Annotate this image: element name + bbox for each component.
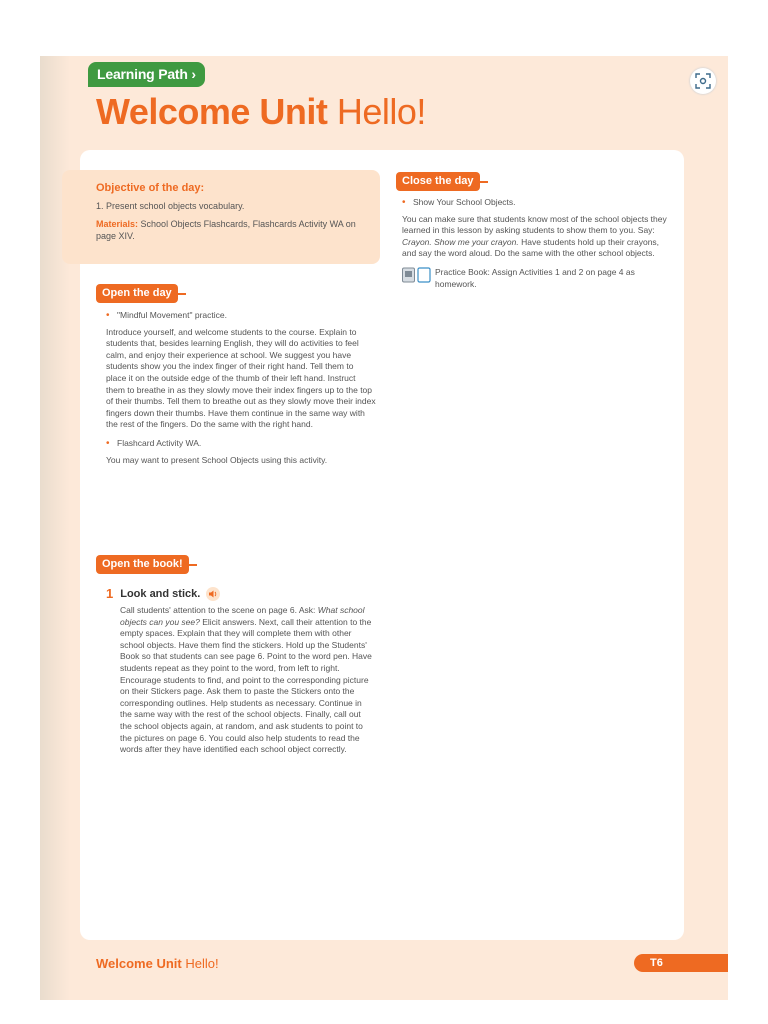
book-icon: [402, 267, 432, 283]
scan-icon[interactable]: [690, 68, 716, 94]
close-day-heading: Close the day: [396, 172, 480, 191]
practice-book-icons: [402, 267, 432, 283]
activity-heading: [106, 586, 220, 601]
objective-box: [62, 170, 380, 264]
paragraph-text: You can make sure that students know most of the school objects they learned in this lesson by asking students to show them to you. Say:: [402, 213, 667, 236]
activity-title: Look and stick.: [120, 587, 201, 600]
practice-book-line: [402, 267, 668, 290]
paragraph-italic: Crayon. Show me your crayon.: [402, 236, 519, 247]
open-day-bullet-1: [106, 310, 376, 322]
bullet-text: "Mindful Movement" practice.: [117, 310, 227, 320]
bullet-text: Show Your School Objects.: [413, 197, 516, 207]
open-book-paragraph: [120, 605, 374, 756]
bullet-dot: •: [106, 437, 110, 449]
audio-icon[interactable]: [206, 587, 220, 601]
footer-title-light: Hello!: [185, 956, 219, 971]
objective-body: [96, 200, 366, 242]
title-light: Hello!: [336, 91, 426, 132]
paragraph-text: Elicit answers. Next, call their attention to the empty spaces. Explain that they will complete them with other school objects. Have them find the stickers. Hold up the Students' Book so that students can see page 6. Point to the word pen. Have students repeat as they point to the word, from left to right. Encourage students to find, and point to the corresponding picture on their Stickers page. Ask them to paste the Stickers onto the corresponding outlines. Help students as necessary. Continue in the same way with the rest of the school objects. Finally, call out the school objects again, at random, and ask students to point to the pictures on page 6. You could also help students to read the words after they have identified each school object correctly.: [120, 616, 372, 755]
objective-title: Objective of the day:: [96, 182, 205, 194]
objective-item: 1. Present school objects vocabulary.: [96, 201, 245, 211]
page-number-tab: T6: [634, 954, 728, 972]
title-bold: Welcome Unit: [96, 91, 328, 132]
materials-label: Materials:: [96, 219, 139, 229]
open-day-heading: Open the day: [96, 284, 178, 303]
page-title: [96, 92, 426, 132]
open-day-paragraph-2: You may want to present School Objects using this activity.: [106, 454, 328, 465]
close-day-bullet-1: [402, 197, 668, 209]
learning-path-badge[interactable]: Learning Path ›: [88, 62, 205, 87]
paragraph-text: Call students' attention to the scene on page 6. Ask:: [120, 605, 316, 615]
close-day-body: [402, 197, 668, 290]
open-book-body: [120, 605, 374, 763]
open-day-paragraph-1: Introduce yourself, and welcome students to the course. Explain to students that, besides learning English, they will do activities to feel calm, and enjoy their experience at school. We suggest you have students show you the index finger of their right hand. Tell them to place it on the outside edge of the thumb of their left hand. Instruct them to breathe in as they slowly move their index fingers up to the top of their thumbs. Tell them to breathe out as they slowly move their index fingers down their thumbs. Have them continue in the same way with the rest of the fingers. Do the same with the right hand.: [106, 326, 376, 430]
close-day-paragraph: [402, 214, 668, 260]
footer-title: [96, 956, 219, 971]
open-book-heading: Open the book!: [96, 555, 189, 574]
paragraph-text: Have students hold up their crayons, and say the word aloud. Do the same with the other school objects.: [402, 236, 660, 259]
open-day-bullet-2: [106, 438, 376, 450]
paragraph-question: What school objects can you see?: [120, 605, 365, 627]
materials-line: [96, 218, 366, 242]
bullet-dot: •: [402, 197, 406, 208]
materials-text: School Objects Flashcards, Flashcards Activity WA on page XIV.: [96, 219, 356, 241]
activity-number: 1: [106, 586, 114, 601]
practice-book-text: Practice Book: Assign Activities 1 and 2 on page 4 as homework.: [435, 266, 635, 289]
footer-title-bold: Welcome Unit: [96, 956, 182, 971]
bullet-dot: •: [106, 310, 110, 321]
open-day-body: [106, 310, 376, 473]
bullet-text: Flashcard Activity WA.: [117, 437, 202, 448]
